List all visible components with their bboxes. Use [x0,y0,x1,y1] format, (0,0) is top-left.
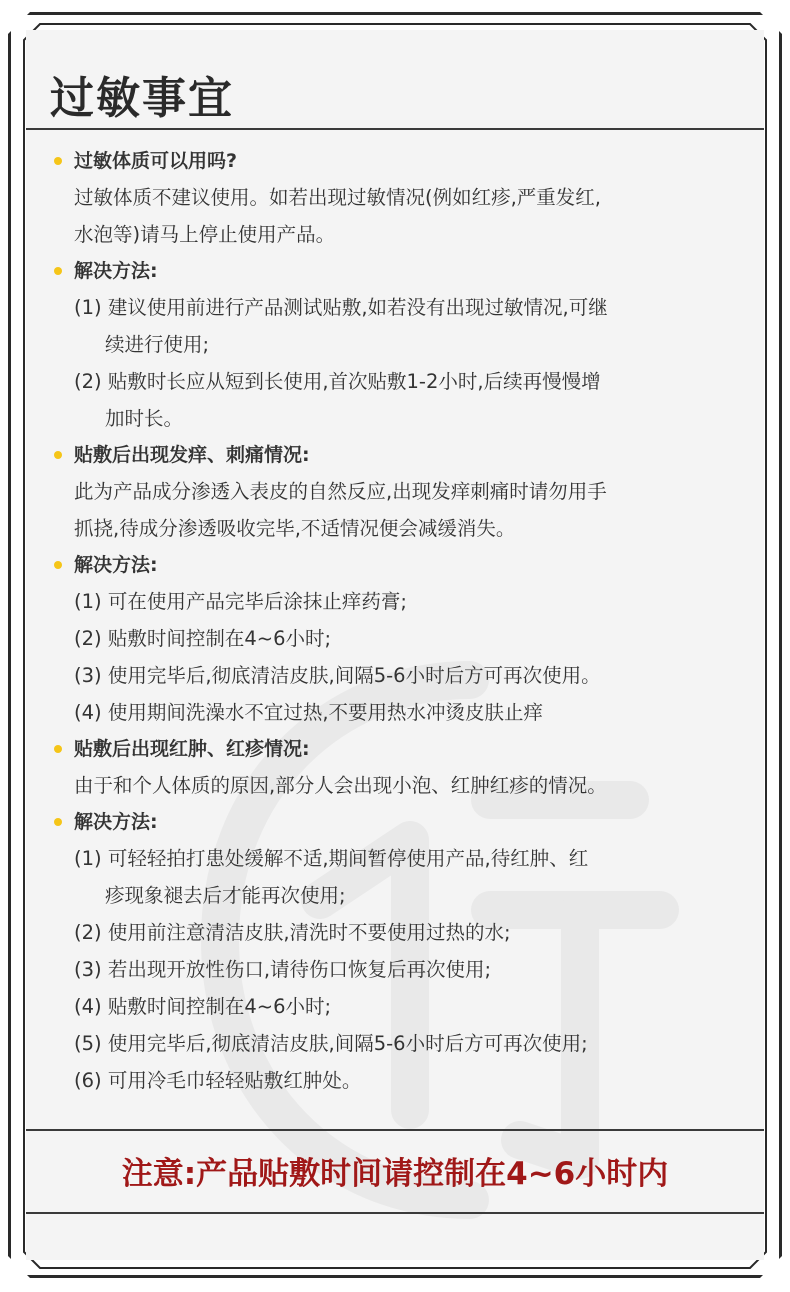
section-heading-text: 贴敷后出现发痒、刺痛情况: [74,444,310,466]
bullet-dot-icon [54,818,62,826]
section-line: 续进行使用; [105,333,210,356]
bullet-dot-icon [54,157,62,165]
title-divider [26,128,764,130]
section-line: (4) 贴敷时间控制在4~6小时; [74,995,332,1018]
section-line: (2) 使用前注意清洁皮肤,清洗时不要使用过热的水; [74,921,511,944]
section-heading-text: 解决方法: [74,554,158,576]
bullet-dot-icon [54,745,62,753]
section-line: (3) 使用完毕后,彻底清洁皮肤,间隔5-6小时后方可再次使用。 [74,664,601,687]
section-heading [52,731,752,767]
section-line: (1) 可在使用产品完毕后涂抹止痒药膏; [74,590,407,613]
section-line: 抓挠,待成分渗透吸收完毕,不适情况便会减缓消失。 [74,517,516,540]
notice-text: 注意:产品贴敷时间请控制在4~6小时内 [121,1156,669,1192]
section-line: (1) 建议使用前进行产品测试贴敷,如若没有出现过敏情况,可继 [74,296,608,319]
content-list [52,143,752,1099]
section [52,437,752,547]
section-line: (2) 贴敷时间控制在4~6小时; [74,627,332,650]
section [52,547,752,731]
section-line: (4) 使用期间洗澡水不宜过热,不要用热水冲烫皮肤止痒 [74,701,544,724]
section-line: 由于和个人体质的原因,部分人会出现小泡、红肿红疹的情况。 [74,774,607,797]
bullet-dot-icon [54,267,62,275]
page-title: 过敏事宜 [50,73,234,124]
section-heading [52,253,752,289]
section-line: 加时长。 [105,407,184,430]
section-heading-text: 解决方法: [74,811,158,833]
section-heading [52,143,752,179]
section-heading-text: 贴敷后出现红肿、红疹情况: [74,738,310,760]
section-line: (2) 贴敷时长应从短到长使用,首次贴敷1-2小时,后续再慢慢增 [74,370,601,393]
section-line: 水泡等)请马上停止使用产品。 [74,223,336,246]
section-line: 疹现象褪去后才能再次使用; [105,884,346,907]
section [52,143,752,253]
section-line: (6) 可用冷毛巾轻轻贴敷红肿处。 [74,1069,362,1092]
section-heading-text: 过敏体质可以用吗? [74,150,238,172]
section [52,804,752,1099]
section-line: (3) 若出现开放性伤口,请待伤口恢复后再次使用; [74,958,492,981]
bullet-dot-icon [54,561,62,569]
section [52,253,752,437]
section-heading [52,547,752,583]
section-line: (5) 使用完毕后,彻底清洁皮肤,间隔5-6小时后方可再次使用; [74,1032,588,1055]
section-heading [52,437,752,473]
bullet-dot-icon [54,451,62,459]
section [52,731,752,804]
section-line: (1) 可轻轻拍打患处缓解不适,期间暂停使用产品,待红肿、红 [74,847,589,870]
section-line: 此为产品成分渗透入表皮的自然反应,出现发痒刺痛时请勿用手 [74,480,607,503]
section-heading [52,804,752,840]
notice-divider-bottom [26,1212,764,1214]
section-line: 过敏体质不建议使用。如若出现过敏情况(例如红疹,严重发红, [74,186,602,209]
section-heading-text: 解决方法: [74,260,158,282]
notice-divider-top [26,1129,764,1131]
